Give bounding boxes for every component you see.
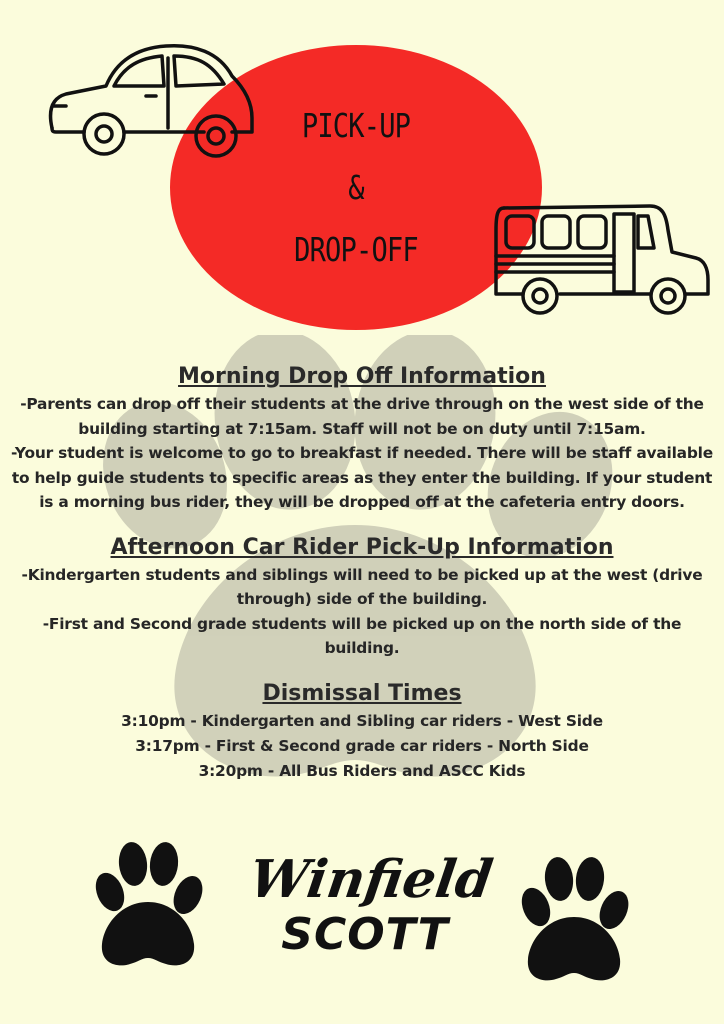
info-content xyxy=(0,362,724,802)
morning-paragraph-2: -Your student is welcome to go to breakfast if needed. There will be staff available to help guide students to specific areas as they enter the building. If your student is a morning bus rider, they will be dropped off at the cafeteria entry doors. xyxy=(10,444,713,511)
car-icon xyxy=(44,40,259,165)
afternoon-paragraph-1: -Kindergarten students and siblings will need to be picked up at the west (drive through) side of the building. xyxy=(21,565,703,608)
paw-print-left-icon xyxy=(88,840,208,970)
afternoon-section xyxy=(0,533,724,661)
school-logo-wordmark xyxy=(245,849,497,990)
bus-icon xyxy=(490,200,715,320)
brand-top-text: Winfield xyxy=(245,849,497,910)
morning-section xyxy=(0,362,724,515)
dismissal-title: Dismissal Times xyxy=(262,680,462,706)
afternoon-title: Afternoon Car Rider Pick-Up Information xyxy=(110,534,614,560)
dismissal-line-1: 3:10pm - Kindergarten and Sibling car riders - West Side xyxy=(121,711,603,730)
title-line-1: PICK-UP xyxy=(301,105,411,145)
morning-paragraph-1: -Parents can drop off their students at the drive through on the west side of the building starting at 7:15am. Staff will not be on duty until 7:15am. xyxy=(20,395,704,438)
dismissal-line-2: 3:17pm - First & Second grade car riders - North Side xyxy=(135,736,589,755)
dismissal-line-3: 3:20pm - All Bus Riders and ASCC Kids xyxy=(198,761,526,780)
paw-print-right-icon xyxy=(514,855,634,985)
afternoon-paragraph-2: -First and Second grade students will be picked up on the north side of the building. xyxy=(42,614,682,657)
morning-title: Morning Drop Off Information xyxy=(178,364,546,389)
title-line-2: & xyxy=(348,167,364,207)
dismissal-section xyxy=(0,679,724,784)
brand-bottom-text: SCOTT xyxy=(281,909,449,960)
title-line-3: DROP-OFF xyxy=(294,229,418,269)
